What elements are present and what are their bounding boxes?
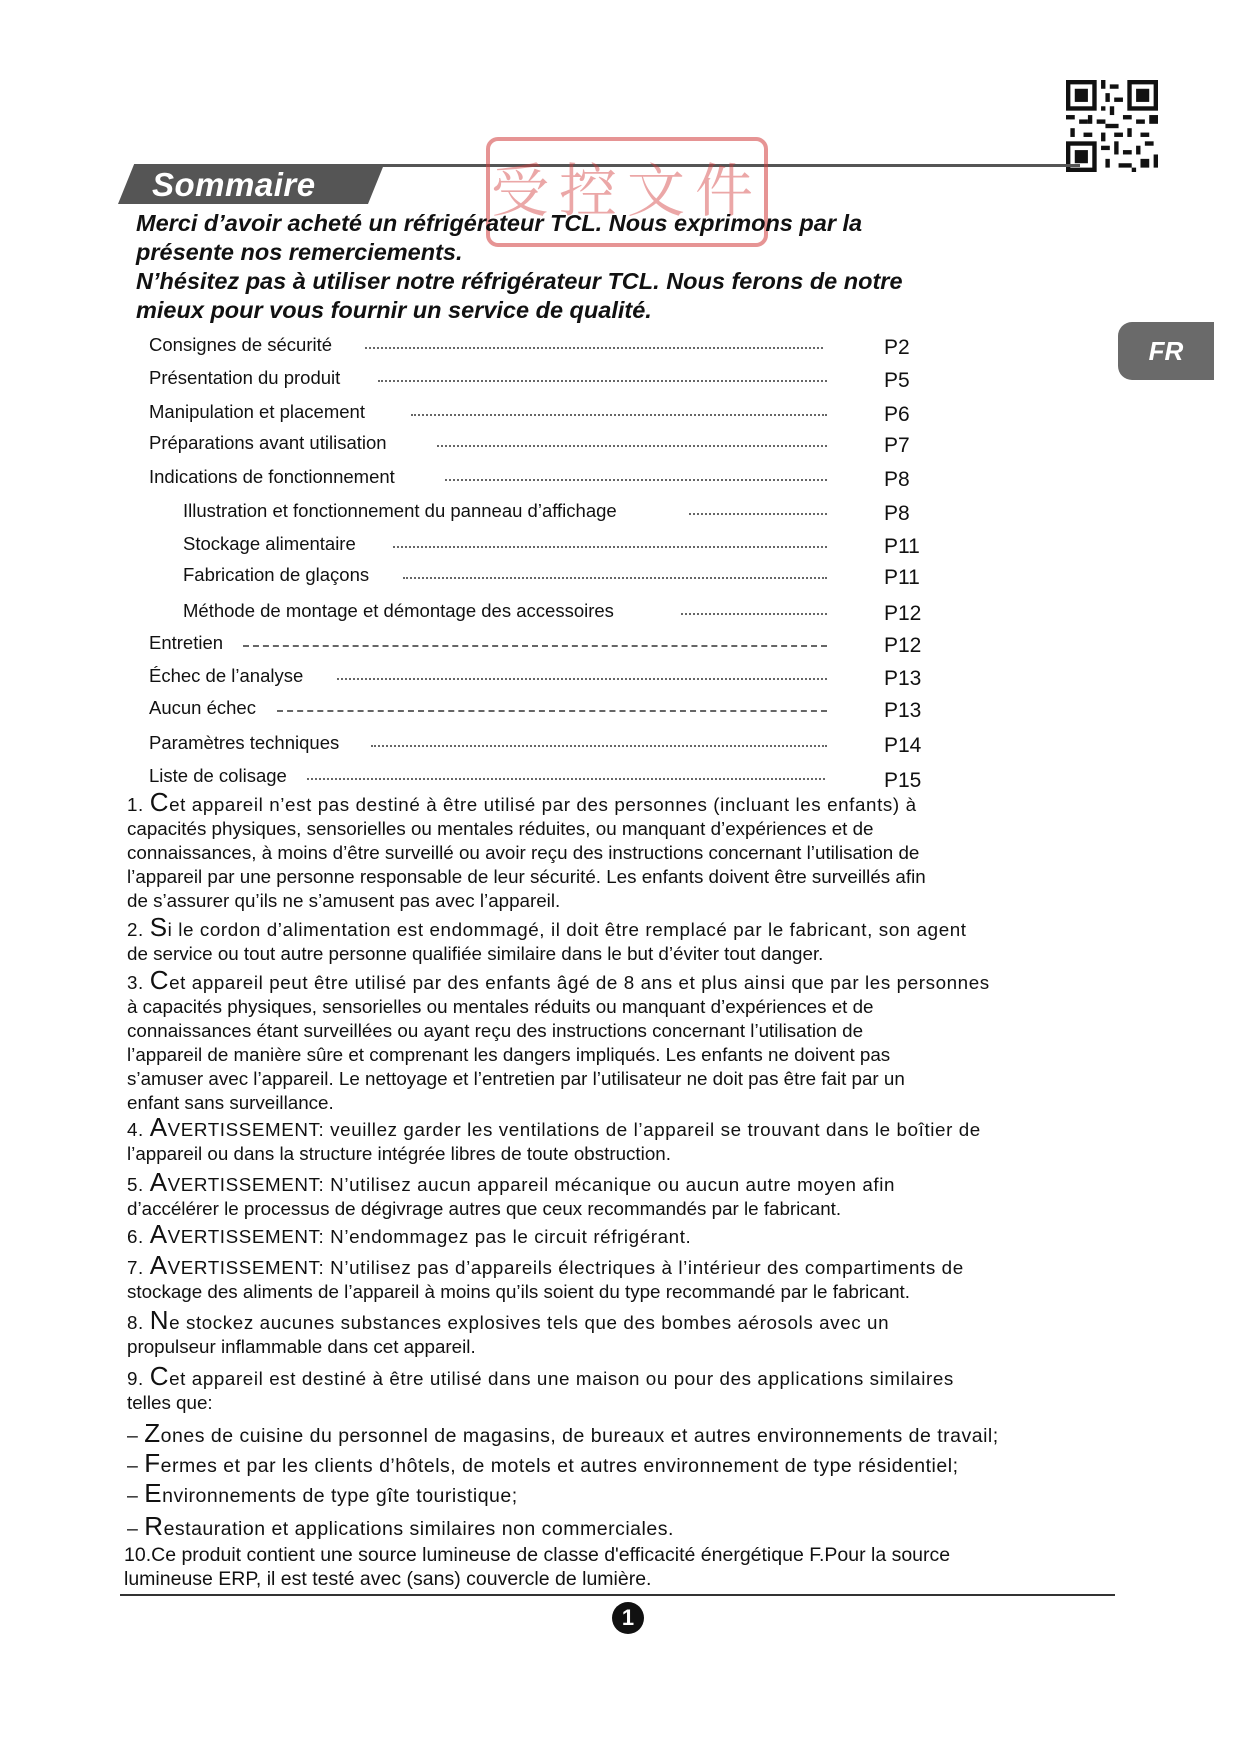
item-number: 8. (127, 1312, 144, 1333)
controlled-document-stamp: 受控文件 (486, 137, 768, 247)
toc-leader (437, 445, 827, 447)
drop-cap: A (149, 1250, 168, 1280)
intro-line-3: N’hésitez pas à utiliser notre réfrigérateur TCL. Nous ferons de notre (136, 268, 903, 294)
toc-item-label: Fabrication de glaçons (183, 564, 370, 585)
bullet-text: nvironnements de type gîte touristique; (162, 1485, 518, 1507)
toc-item-page: P15 (884, 769, 922, 792)
item-text-line: connaissances, à moins d’être surveillé ou avoir reçu des instructions concernant l’utilisation de (127, 842, 920, 863)
toc-item-page: P5 (884, 369, 910, 392)
item-lead-text: et appareil peut être utilisé par des enfants âgé de 8 ans et plus ainsi que par les personnes (169, 972, 990, 993)
item-number: 2. (127, 919, 144, 940)
toc-item-page: P11 (884, 566, 920, 589)
drop-cap: A (149, 1219, 168, 1249)
qr-code-icon (1066, 80, 1158, 172)
item-text-line: telles que: (127, 1392, 213, 1413)
toc-leader (411, 414, 827, 416)
item-text-line: propulseur inflammable dans cet appareil. (127, 1336, 476, 1357)
item-text-line: de service ou tout autre personne qualifiée similaire dans le but d’éviter tout danger. (127, 943, 824, 964)
item-text-line: stockage des aliments de l’appareil à moins qu’ils soient du type recommandé par le fabricant. (127, 1281, 910, 1302)
language-tab: FR (1118, 322, 1214, 380)
toc-leader (681, 613, 827, 615)
toc-item-label: Entretien (149, 632, 224, 653)
page-title: Sommaire (152, 166, 316, 203)
item-text-line: l’appareil ou dans la structure intégrée libres de toute obstruction. (127, 1143, 671, 1164)
toc-item-label: Manipulation et placement (149, 401, 365, 422)
usage-bullet (127, 1448, 958, 1479)
toc-leader (307, 778, 825, 780)
safety-item-2 (127, 912, 1107, 966)
dash: – (127, 1485, 139, 1507)
safety-item-1 (127, 787, 1107, 913)
toc-leader (337, 678, 827, 680)
toc-item-label: Consignes de sécurité (149, 334, 333, 355)
item-number: 6. (127, 1226, 144, 1247)
bullet-text: ones de cuisine du personnel de magasins, de bureaux et autres environnements de travail; (160, 1425, 999, 1447)
toc-item-page: P8 (884, 468, 910, 491)
bullet-text: ermes et par les clients d’hôtels, de motels et autres environnement de type résidentiel; (160, 1455, 959, 1477)
toc-item-page: P7 (884, 434, 910, 457)
toc-item-page: P13 (884, 667, 922, 690)
item-text-line: l’appareil par une personne responsable de leur sécurité. Les enfants doivent être surveillés afin (127, 866, 926, 887)
toc-item-label: Stockage alimentaire (183, 533, 356, 554)
item-lead-text: et appareil est destiné à être utilisé dans une maison ou pour des applications similaires (169, 1368, 954, 1389)
safety-item-3 (127, 965, 1107, 1115)
toc-item-label: Paramètres techniques (149, 732, 340, 753)
toc-item-label: Échec de l’analyse (149, 665, 304, 686)
toc-item-page: P12 (884, 602, 922, 625)
toc-leader (378, 380, 827, 382)
item-text-line: d’accélérer le processus de dégivrage autres que ceux recommandés par le fabricant. (127, 1198, 842, 1219)
toc-leader (277, 710, 827, 712)
toc-item-page: P8 (884, 502, 910, 525)
safety-item-6 (127, 1219, 1107, 1249)
toc-item-label: Illustration et fonctionnement du panneau d’affichage (183, 500, 617, 521)
item-text-line: à capacités physiques, sensorielles ou mentales réduits ou manquant d’expériences et de (127, 996, 874, 1017)
safety-item-9 (127, 1361, 1107, 1415)
safety-item-5 (127, 1167, 1107, 1221)
drop-cap: C (149, 965, 170, 995)
toc-item-page: P14 (884, 734, 922, 757)
drop-cap: A (149, 1112, 168, 1142)
drop-cap: S (149, 912, 168, 942)
safety-item-8 (127, 1305, 1107, 1359)
item-number: 9. (127, 1368, 144, 1389)
intro-line-4: mieux pour vous fournir un service de qualité. (136, 297, 652, 323)
usage-bullet (127, 1511, 674, 1542)
toc-item-page: P2 (884, 336, 910, 359)
toc-leader (365, 347, 823, 349)
item-lead-text: VERTISSEMENT: veuillez garder les ventilations de l’appareil se trouvant dans le boîtier de (167, 1119, 981, 1140)
drop-cap: A (149, 1167, 168, 1197)
toc-item-label: Préparations avant utilisation (149, 432, 387, 453)
item-number: 3. (127, 972, 144, 993)
drop-cap: R (144, 1511, 164, 1541)
energy-note (124, 1543, 1104, 1591)
note-line: 10.Ce produit contient une source lumineuse de classe d'efficacité énergétique F.Pour la source (124, 1544, 951, 1566)
item-lead-text: VERTISSEMENT: N’endommagez pas le circuit réfrigérant. (167, 1226, 692, 1247)
toc-item-label: Présentation du produit (149, 367, 341, 388)
item-text-line: connaissances étant surveillées ou ayant reçu des instructions concernant l’utilisation de (127, 1020, 864, 1041)
drop-cap: E (144, 1478, 163, 1508)
safety-item-7 (127, 1250, 1107, 1304)
dash: – (127, 1425, 139, 1447)
toc-item-label: Indications de fonctionnement (149, 466, 395, 487)
toc-leader (393, 546, 827, 548)
toc-leader (689, 513, 827, 515)
toc-item-label: Aucun échec (149, 697, 256, 718)
item-number: 7. (127, 1257, 144, 1278)
intro-line-2: présente nos remerciements. (136, 239, 463, 265)
toc-item-page: P12 (884, 634, 922, 657)
item-lead-text: e stockez aucunes substances explosives tels que des bombes aérosols avec un (169, 1312, 890, 1333)
toc-leader (371, 745, 827, 747)
toc-item-label: Liste de colisage (149, 765, 287, 786)
item-lead-text: VERTISSEMENT: N’utilisez pas d’appareils électriques à l’intérieur des compartiments de (167, 1257, 964, 1278)
drop-cap: C (149, 787, 170, 817)
item-lead-text: i le cordon d’alimentation est endommagé, il doit être remplacé par le fabricant, son agent (167, 919, 967, 940)
safety-item-4 (127, 1112, 1107, 1166)
toc-leader (403, 577, 827, 579)
toc-leader (445, 479, 827, 481)
item-lead-text: et appareil n’est pas destiné à être utilisé par des personnes (incluant les enfants) à (169, 794, 917, 815)
usage-bullet (127, 1478, 518, 1509)
usage-bullet (127, 1418, 999, 1449)
item-text-line: s’amuser avec l’appareil. Le nettoyage et l’entretien par l’utilisateur ne doit pas être fait par un (127, 1068, 905, 1089)
drop-cap: N (149, 1305, 170, 1335)
item-number: 4. (127, 1119, 144, 1140)
item-text-line: capacités physiques, sensorielles ou mentales réduites, ou manquant d’expériences et de (127, 818, 874, 839)
drop-cap: Z (144, 1418, 161, 1448)
item-number: 5. (127, 1174, 144, 1195)
toc-leader (243, 645, 827, 647)
item-number: 1. (127, 794, 144, 815)
toc-item-page: P11 (884, 535, 920, 558)
dash: – (127, 1455, 139, 1477)
note-line: lumineuse ERP, il est testé avec (sans) couvercle de lumière. (124, 1568, 652, 1590)
item-text-line: de s’assurer qu’ils ne s’amusent pas avec l’appareil. (127, 890, 561, 911)
item-lead-text: VERTISSEMENT: N’utilisez aucun appareil mécanique ou aucun autre moyen afin (167, 1174, 896, 1195)
item-text-line: enfant sans surveillance. (127, 1092, 334, 1113)
drop-cap: F (144, 1448, 161, 1478)
footer-rule (120, 1594, 1115, 1596)
toc-item-label: Méthode de montage et démontage des accessoires (183, 600, 614, 621)
toc-item-page: P13 (884, 699, 922, 722)
intro-line-1: Merci d’avoir acheté un réfrigérateur TCL. Nous exprimons par la (136, 210, 863, 236)
item-text-line: l’appareil de manière sûre et comprenant les dangers impliqués. Les enfants ne doivent pas (127, 1044, 891, 1065)
dash: – (127, 1518, 139, 1540)
toc-item-page: P6 (884, 403, 910, 426)
page-number: 1 (612, 1602, 644, 1634)
drop-cap: C (149, 1361, 170, 1391)
bullet-text: estauration et applications similaires non commerciales. (163, 1518, 674, 1540)
